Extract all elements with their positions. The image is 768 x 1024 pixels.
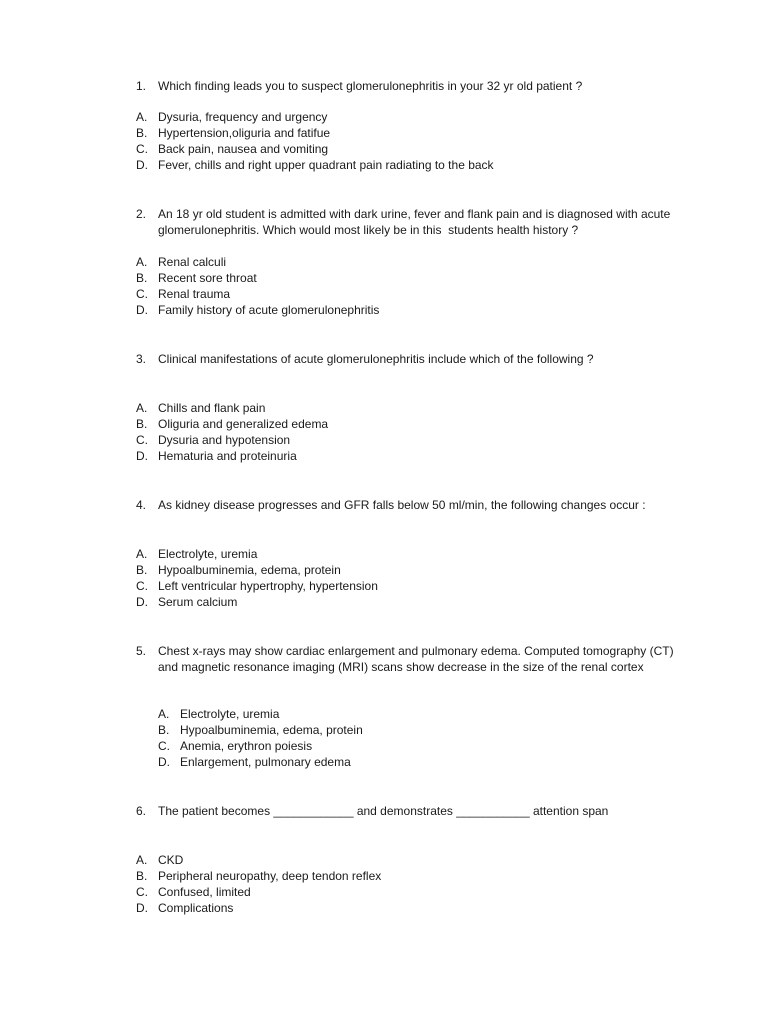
option-item <box>136 302 676 318</box>
option-item <box>136 900 676 916</box>
option-letter: D. <box>136 449 148 463</box>
question-number: 3. <box>136 352 147 366</box>
question-5 <box>136 643 676 675</box>
question-number: 2. <box>136 207 147 221</box>
option-item <box>136 546 676 562</box>
option-item <box>158 738 698 754</box>
option-text: Complications <box>158 901 234 915</box>
option-text: Serum calcium <box>158 595 238 609</box>
question-stem: As kidney disease progresses and GFR falls below 50 ml/min, the following changes occur : <box>158 498 646 512</box>
option-text: Family history of acute glomerulonephritis <box>158 303 380 317</box>
options-2 <box>136 254 676 318</box>
option-text: Peripheral neuropathy, deep tendon reflex <box>158 869 382 883</box>
option-text: Hypertension,oliguria and fatifue <box>158 126 331 140</box>
option-letter: B. <box>136 869 148 883</box>
option-letter: C. <box>158 739 170 753</box>
option-letter: B. <box>136 271 148 285</box>
option-text: Renal trauma <box>158 287 231 301</box>
option-letter: A. <box>136 401 148 415</box>
option-text: Left ventricular hypertrophy, hypertension <box>158 579 378 593</box>
question-2 <box>136 206 676 238</box>
option-item <box>136 594 676 610</box>
option-letter: D. <box>136 158 148 172</box>
option-text: Dysuria and hypotension <box>158 433 291 447</box>
question-stem: An 18 yr old student is admitted with dark urine, fever and flank pain and is diagnosed with acute glomerulonephritis. Which would most likely be in this students health history ? <box>158 207 674 237</box>
option-item <box>136 852 676 868</box>
options-6 <box>136 852 676 916</box>
option-letter: C. <box>136 885 148 899</box>
question-number: 1. <box>136 79 147 93</box>
option-letter: A. <box>158 707 170 721</box>
option-text: Hematuria and proteinuria <box>158 449 297 463</box>
option-item <box>136 270 676 286</box>
option-text: Fever, chills and right upper quadrant pain radiating to the back <box>158 158 494 172</box>
option-letter: D. <box>136 901 148 915</box>
question-4 <box>136 497 676 513</box>
option-item <box>136 141 676 157</box>
option-letter: C. <box>136 287 148 301</box>
option-letter: B. <box>136 563 148 577</box>
option-text: Electrolyte, uremia <box>158 547 258 561</box>
options-3 <box>136 400 676 464</box>
option-letter: A. <box>136 110 148 124</box>
option-item <box>136 868 676 884</box>
option-text: Confused, limited <box>158 885 251 899</box>
option-letter: B. <box>136 126 148 140</box>
options-1 <box>136 109 676 173</box>
option-text: Electrolyte, uremia <box>180 707 280 721</box>
option-text: Hypoalbuminemia, edema, protein <box>158 563 341 577</box>
option-item <box>136 562 676 578</box>
option-item <box>136 578 676 594</box>
option-letter: C. <box>136 142 148 156</box>
option-item <box>136 448 676 464</box>
question-stem: Which finding leads you to suspect glomerulonephritis in your 32 yr old patient ? <box>158 79 583 93</box>
question-stem: Clinical manifestations of acute glomerulonephritis include which of the following ? <box>158 352 594 366</box>
options-5 <box>158 706 698 770</box>
option-text: Back pain, nausea and vomiting <box>158 142 329 156</box>
option-letter: A. <box>136 853 148 867</box>
options-4 <box>136 546 676 610</box>
option-item <box>136 125 676 141</box>
option-text: Chills and flank pain <box>158 401 266 415</box>
option-text: Dysuria, frequency and urgency <box>158 110 328 124</box>
option-item <box>158 706 698 722</box>
option-letter: D. <box>136 303 148 317</box>
option-text: CKD <box>158 853 184 867</box>
option-item <box>136 157 676 173</box>
option-item <box>158 754 698 770</box>
question-1 <box>136 78 676 94</box>
question-number: 4. <box>136 498 147 512</box>
option-letter: A. <box>136 255 148 269</box>
option-item <box>136 884 676 900</box>
option-text: Oliguria and generalized edema <box>158 417 329 431</box>
option-text: Hypoalbuminemia, edema, protein <box>180 723 363 737</box>
question-number: 6. <box>136 804 147 818</box>
option-item <box>158 722 698 738</box>
option-item <box>136 416 676 432</box>
option-letter: B. <box>136 417 148 431</box>
option-letter: D. <box>136 595 148 609</box>
question-stem: Chest x-rays may show cardiac enlargement and pulmonary edema. Computed tomography (CT) and magnetic resonance imaging (MRI) scans show decrease in the size of the renal cortex <box>158 644 677 674</box>
question-number: 5. <box>136 644 147 658</box>
option-letter: C. <box>136 579 148 593</box>
option-text: Anemia, erythron poiesis <box>180 739 313 753</box>
option-item <box>136 400 676 416</box>
option-item <box>136 254 676 270</box>
option-letter: D. <box>158 755 170 769</box>
option-letter: C. <box>136 433 148 447</box>
option-text: Enlargement, pulmonary edema <box>180 755 351 769</box>
option-text: Recent sore throat <box>158 271 257 285</box>
option-letter: A. <box>136 547 148 561</box>
question-stem: The patient becomes ____________ and demonstrates ___________ attention span <box>158 804 609 818</box>
question-6 <box>136 803 676 819</box>
option-letter: B. <box>158 723 170 737</box>
question-3 <box>136 351 676 367</box>
option-text: Renal calculi <box>158 255 227 269</box>
option-item <box>136 109 676 125</box>
option-item <box>136 432 676 448</box>
option-item <box>136 286 676 302</box>
